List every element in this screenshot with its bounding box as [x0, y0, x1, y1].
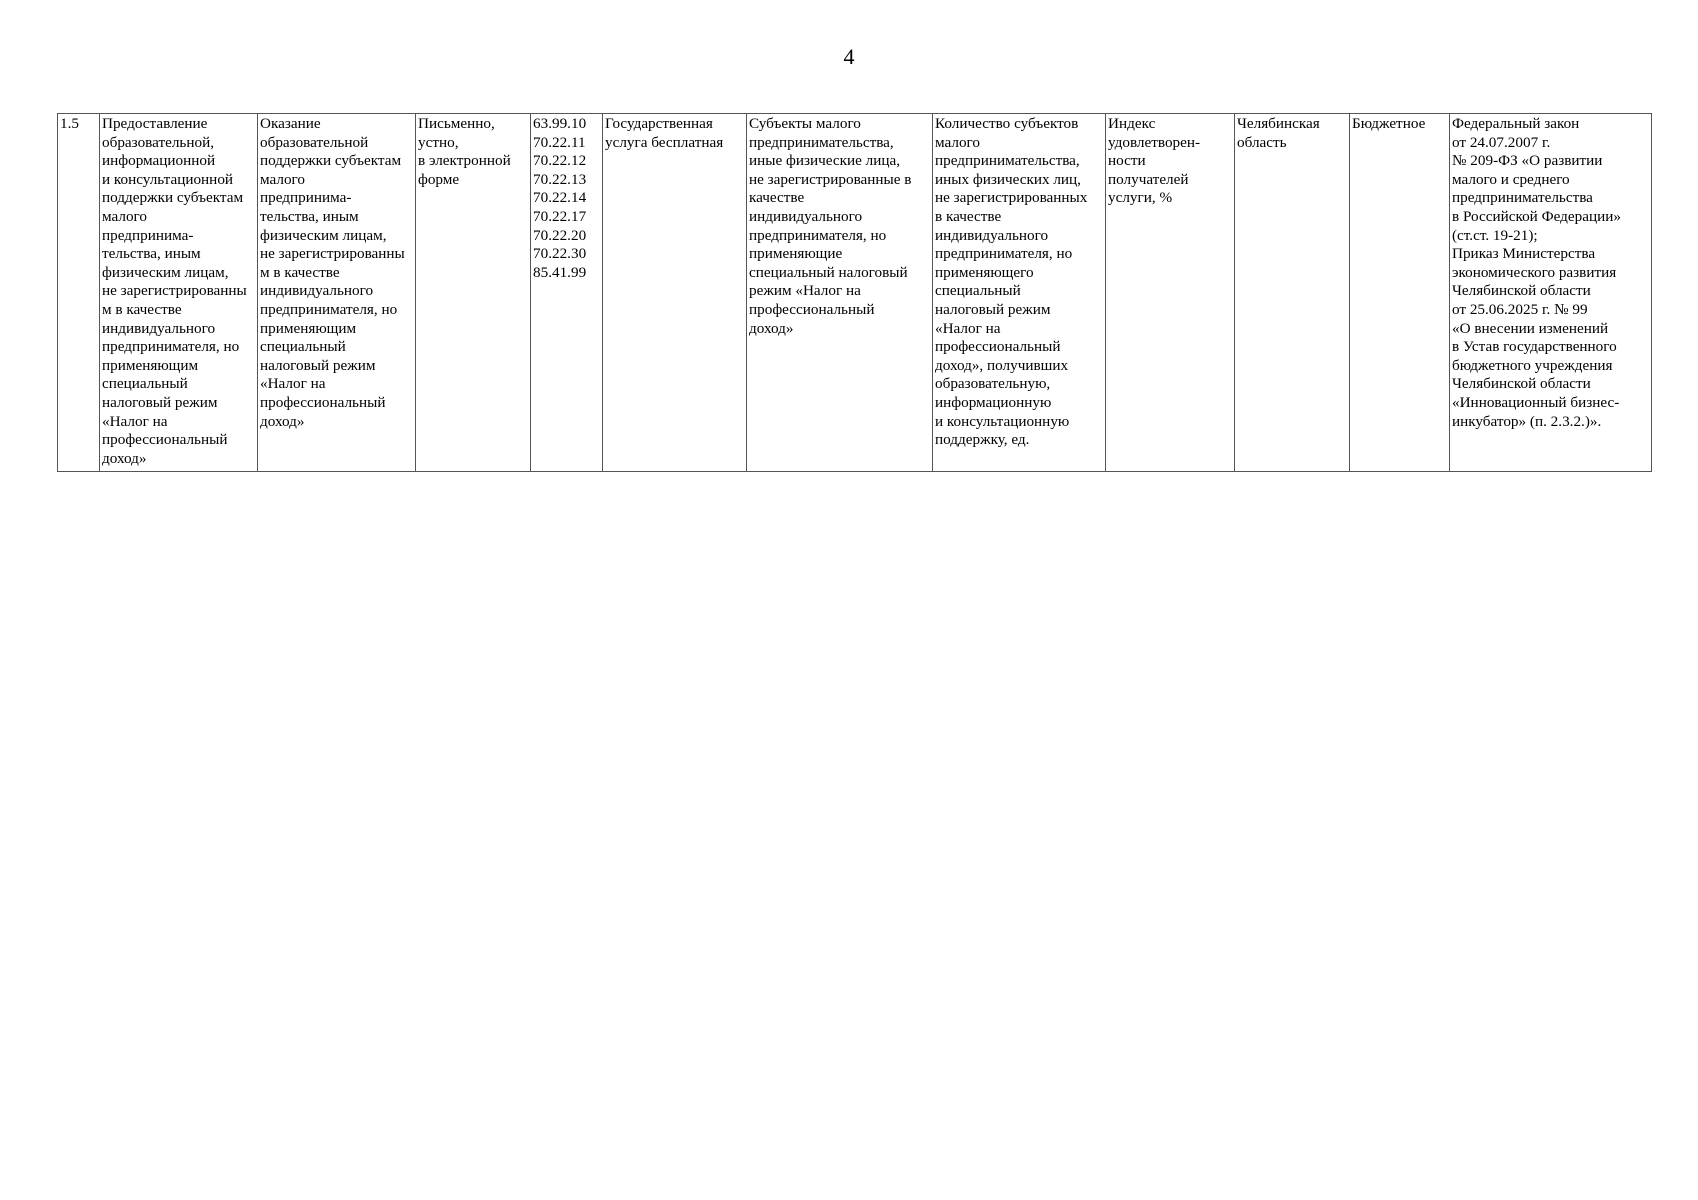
legal-basis-cell: Федеральный закон от 24.07.2007 г. № 209-ФЗ «О развитии малого и среднего предпринимательства в Российской Федерации» (ст.ст. 19-21); Приказ Министерства экономического развития Челябинской области от 25.06.2025 г. № 99 «О внесении изменений в Устав государственного бюджетного учреждения Челябинской области «Инновационный бизнес- инкубатор» (п. 2.3.2.)». [1450, 114, 1652, 472]
service-type-cell: Государственная услуга бесплатная [603, 114, 747, 472]
activity-codes-cell: 63.99.10 70.22.11 70.22.12 70.22.13 70.22.14 70.22.17 70.22.20 70.22.30 85.41.99 [531, 114, 603, 472]
service-content-cell: Оказание образовательной поддержки субъектам малого предпринима- тельства, иным физическим лицам, не зарегистрированны м в качестве индивидуального предпринимателя, но применяющим специальный налоговый режим «Налог на профессиональный доход» [258, 114, 416, 472]
table-row [58, 114, 1652, 472]
row-number-cell: 1.5 [58, 114, 100, 472]
region-cell: Челябинская область [1235, 114, 1350, 472]
institution-type-cell: Бюджетное [1350, 114, 1450, 472]
service-form-cell: Письменно, устно, в электронной форме [416, 114, 531, 472]
service-name-cell: Предоставление образовательной, информационной и консультационной поддержки субъектам малого предпринима- тельства, иным физическим лицам, не зарегистрированны м в качестве индивидуального предпринимателя, но применяющим специальный налоговый режим «Налог на профессиональный доход» [100, 114, 258, 472]
registry-table [57, 113, 1652, 472]
recipients-cell: Субъекты малого предпринимательства, иные физические лица, не зарегистрированные в качестве индивидуального предпринимателя, но применяющие специальный налоговый режим «Налог на профессиональный доход» [747, 114, 933, 472]
volume-indicator-cell: Количество субъектов малого предпринимательства, иных физических лиц, не зарегистрированных в качестве индивидуального предпринимателя, но применяющего специальный налоговый режим «Налог на профессиональный доход», получивших образовательную, информационную и консультационную поддержку, ед. [933, 114, 1106, 472]
page-number: 4 [843, 44, 855, 69]
quality-indicator-cell: Индекс удовлетворен- ности получателей услуги, % [1106, 114, 1235, 472]
